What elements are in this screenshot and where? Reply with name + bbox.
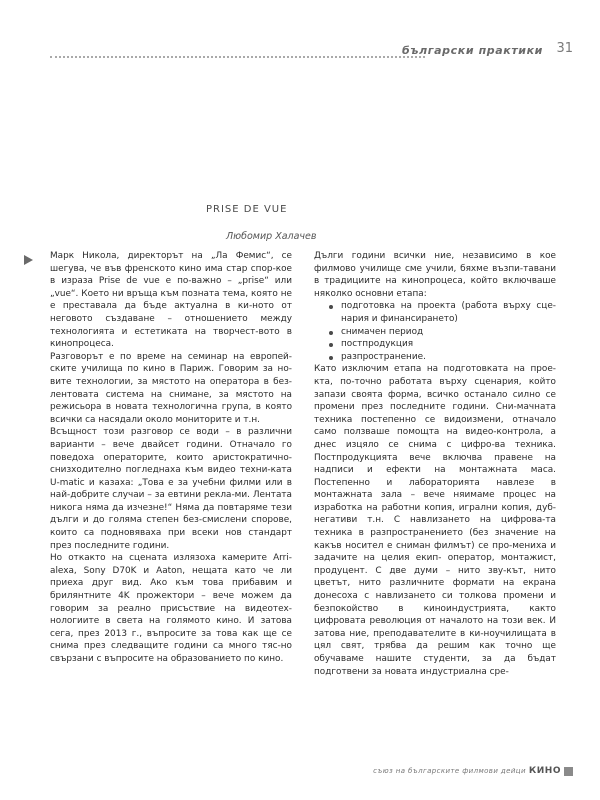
- paragraph: Разговорът е по време на семинар на европей-ските училища по кино в Париж. Говорим за но-вите технологии, за мястото на оператора в без-лентовата система на снимане, за мястото на режисьора в новата технологична група, в която всички са насядали около мониторите и т.н.: [50, 351, 292, 425]
- page-number: 31: [556, 41, 573, 56]
- left-column: [50, 250, 292, 666]
- stages-list: [314, 300, 556, 363]
- square-icon: [564, 767, 573, 776]
- paragraph: Като изключим етапа на подготовката на прое-кта, по-точно работата върху сценария, който запази своята форма, всичко останало силно се промени през последните години. Сни-мачната техника постепенно се видоизмени, отначало само ползваше помощта на видео-контрола, а днес изцяло се снима с цифро-ва техника. Постпродукцията вече включва правене на надписи и ефекти на монтажната маса. Постепенно и лабораторията навлезе в монтажната зала – вече няимаме процес на изработка на работни копия, игрални копия, дуб-негативи т.н. С навлизането на цифрова-та техника в разпространението (без значение на какъв носител е сниман филмът) се про-мениха и задачите на целия екип- оператор, монтажист, продуцент. С две думи – нито зву-кът, нито цветът, нито различните формати на екрана донесоха с навлизането си толкова промени и безпокойство в киноиндустрията, както цифровата революция от началото на този век. И затова ние, преподавателите в ки-ноучилищата в цял свят, трябва да решим как точно ще обучаваме нашите студенти, за да бъдат подготвени за новата индустриална сре-: [314, 364, 556, 677]
- section-title: български практики: [402, 44, 543, 57]
- footer-tagline: съюз на българските филмови дейци: [373, 767, 526, 775]
- triangle-marker-icon: [24, 255, 33, 265]
- list-item: разпространение.: [314, 351, 556, 364]
- list-item: постпродукция: [314, 338, 556, 351]
- paragraph: Всъщност този разговор се води – в различни варианти – вече двайсет години. Отначало го поведоха операторите, които аристократично-снизходително погледнаха към видео техни-ката U-matic и казаха: „Това е за учебни филми или в най-добрите случаи – за евтини рекла-ми. Лентата никога няма да изчезне!“ Няма да повтаряме тези дълги и до голяма степен без-смислени спорове, които са подновяваха при всеки нов стандарт през последните години.: [50, 427, 292, 551]
- magazine-name: КИНО: [528, 766, 561, 776]
- paragraph-intro: Дълги години всички ние, независимо в кое филмово училище сме учили, бяхме възпи-тавани в традициите на кинопроцеса, който включваше няколко основни етапа:: [314, 251, 556, 299]
- right-column: [314, 250, 556, 678]
- paragraph: Марк Никола, директорът на „Ла Фемис“, се шегува, че във френското кино има стар спор-кое в израза Prise de vue е по-важно – „prise“ или „vue“. Което ни връща към позната тема, която не е преставала да бъде актуална в ки-ното от неговото създаване – отношението между технологията и естетиката на творчест-вото в кинопроцеса.: [50, 251, 292, 350]
- paragraph: Но откакто на сцената излязоха камерите Arri-alexa, Sony D70K и Aaton, нещата като че ли приеха друг вид. Ако към това прибавим и брилянтните 4K прожектори – вече можем да говорим за реално присъствие на видеотех-нологиите в света на голямото кино. И затова сега, през 2013 г., въпросите за това как ще се снима през следващите години са много тяс-но свързани с въпросите на образованието по кино.: [50, 553, 292, 664]
- article-author: Любомир Халачев: [226, 231, 317, 242]
- header-dotted-rule: [50, 48, 425, 58]
- article-title: PRISE DE VUE: [206, 204, 288, 215]
- page-footer: [373, 766, 573, 776]
- list-item: подготовка на проекта (работа върху сце-нария и финансирането): [314, 300, 556, 325]
- list-item: снимачен период: [314, 326, 556, 339]
- page-header: [50, 41, 575, 64]
